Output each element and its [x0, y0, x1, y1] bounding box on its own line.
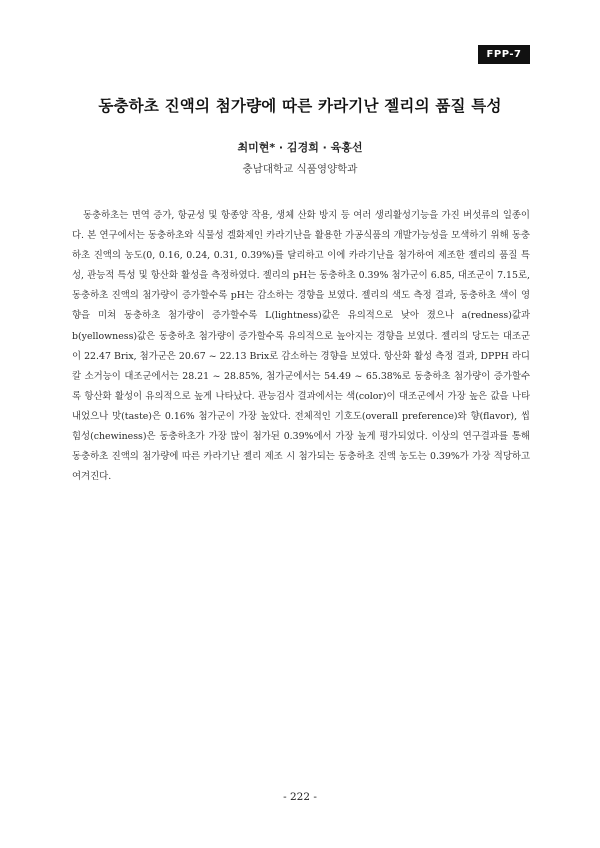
abstract-body: 동충하초는 면역 증가, 항균성 및 항종양 작용, 생체 산화 방지 등 여러 생리활성기능을 가진 버섯류의 일종이다. 본 연구에서는 동충하초와 식물성 겔화제인 카라기난을 활용한 가공식품의 개발가능성을 모색하기 위해 동충하초 진액의 농도(0, 0.16, 0.24, 0.31, 0.39%)를 달리하고 이에 카라기난을 첨가하여 제조한 젤리의 품질 특성, 관능적 특성 및 항산화 활성을 측정하였다. 젤리의 pH는 동충하초 0.39% 첨가군이 6.85, 대조군이 7.15로, 동충하초 진액의 첨가량이 증가할수록 pH는 감소하는 경향을 보였다. 젤리의 색도 측정 결과, 동충하초 색이 영향을 미쳐 동충하초 첨가량이 증가할수록 L(lightness)값은 유의적으로 낮아 졌으나 a(redness)값과 b(yellowness)값은 동충하초 첨가량이 증가할수록 유의적으로 높아지는 경향을 보였다. 젤리의 당도는 대조군이 22.47 Brix, 첨가군은 20.67 ~ 22.13 Brix로 감소하는 경향을 보였다. 항산화 활성 측정 결과, DPPH 라디칼 소거능이 대조군에서는 28.21 ~ 28.85%, 첨가군에서는 54.49 ~ 65.38%로 동충하초 첨가량이 증가할수록 항산화 활성이 유의적으로 높게 나타났다. 관능검사 결과에서는 색(color)이 대조군에서 가장 높은 값을 나타내었으나 맛(taste)은 0.16% 첨가군이 가장 높았다. 전체적인 기호도(overall preference)와 향(flavor), 씹힘성(chewiness)은 동충하초가 가장 많이 첨가된 0.39%에서 가장 높게 평가되었다. 이상의 연구결과를 통해 동충하초 진액의 첨가량에 따른 카라기난 젤리 제조 시 첨가되는 동충하초 진액 농도는 0.39%가 가장 적당하고 여겨진다.	[72, 210, 530, 483]
affiliation: 충남대학교 식품영양학과	[242, 163, 358, 175]
author-list: 최미현* · 김경희 · 육홍선	[237, 141, 363, 154]
session-code-badge: FPP-7	[478, 45, 530, 64]
page-number: - 222 -	[283, 791, 317, 803]
paper-title: 동충하초 진액의 첨가량에 따른 카라기난 젤리의 품질 특성	[98, 97, 502, 115]
